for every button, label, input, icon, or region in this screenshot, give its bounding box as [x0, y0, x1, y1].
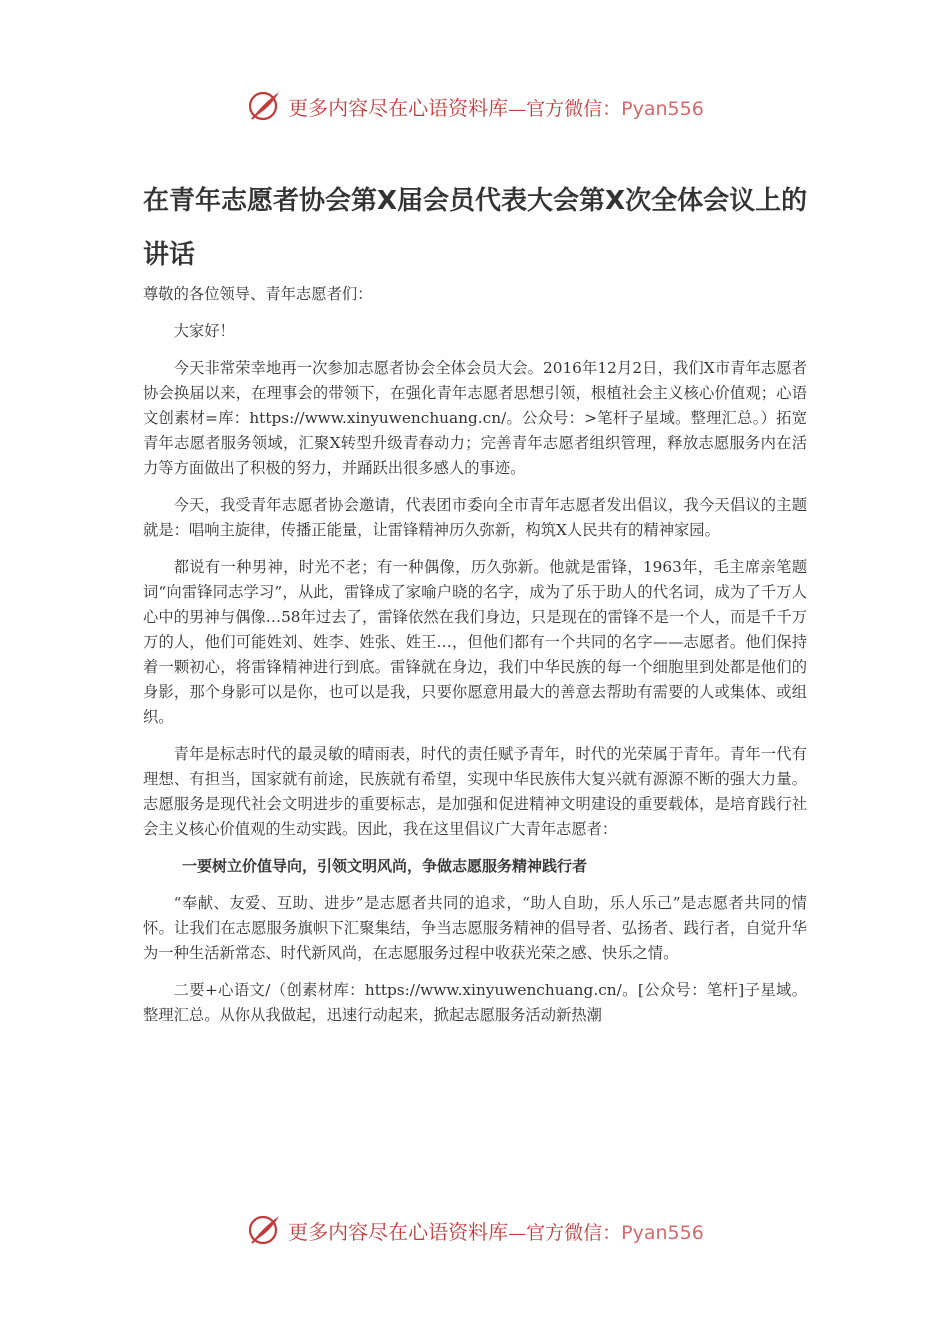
banner-text	[288, 1216, 704, 1245]
body-paragraph-2: 今天，我受青年志愿者协会邀请，代表团市委向全市青年志愿者发出倡议，我今天倡议的主题就是：唱响主旋律，传播正能量，让雷锋精神历久弥新，构筑X人民共有的精神家园。	[143, 496, 807, 539]
document-body	[143, 282, 807, 1040]
quill-logo-icon	[246, 1212, 282, 1248]
header-banner	[0, 86, 950, 126]
body-paragraph-5: “奉献、友爱、互助、进步”是志愿者共同的追求，“助人自助，乐人乐己”是志愿者共同的情怀。让我们在志愿服务旗帜下汇聚集结，争当志愿服务精神的倡导者、弘扬者、践行者，自觉升华为一种生活新常态、时代新风尚，在志愿服务过程中收获光荣之感、快乐之情。	[143, 894, 807, 962]
banner-wechat-id: Pyan556	[621, 97, 704, 120]
banner-label: 官方微信：	[526, 1221, 622, 1244]
quill-logo-icon	[246, 88, 282, 124]
body-paragraph-6: 二要+心语文/（创素材库：https://www.xinyuwenchuang.cn/。[公众号：笔杆]子星域。整理汇总。从你从我做起，迅速行动起来，掀起志愿服务活动新热潮	[143, 981, 807, 1024]
greeting: 大家好！	[173, 322, 235, 340]
section-heading-1: 一要树立价值导向，引领文明风尚，争做志愿服务精神践行者	[182, 857, 588, 875]
body-paragraph-1: 今天非常荣幸地再一次参加志愿者协会全体会员大会。2016年12月2日，我们X市青年志愿者协会换届以来，在理事会的带领下，在强化青年志愿者思想引领，根植社会主义核心价值观；心语文创素材=库：https://www.xinyuwenchuang.cn/。公众号：>笔杆子星域。整理汇总。）拓宽青年志愿者服务领域，汇聚X转型升级青春动力；完善青年志愿者组织管理，释放志愿服务内在活力等方面做出了积极的努力，并踊跃出很多感人的事迹。	[143, 359, 807, 477]
banner-text	[288, 92, 704, 121]
footer-banner	[0, 1210, 950, 1250]
document-title: 在青年志愿者协会第X届会员代表大会第X次全体会议上的讲话	[143, 186, 808, 270]
salutation: 尊敬的各位领导、青年志愿者们：	[143, 285, 373, 303]
banner-slogan: 更多内容尽在心语资料库	[288, 95, 509, 120]
body-paragraph-4: 青年是标志时代的最灵敏的晴雨表，时代的责任赋予青年，时代的光荣属于青年。青年一代有理想、有担当，国家就有前途，民族就有希望，实现中华民族伟大复兴就有源源不断的强大力量。志愿服务是现代社会文明进步的重要标志，是加强和促进精神文明建设的重要载体，是培育践行社会主义核心价值观的生动实践。因此，我在这里倡议广大青年志愿者：	[143, 745, 807, 838]
banner-wechat-id: Pyan556	[621, 1221, 704, 1244]
body-paragraph-3: 都说有一种男神，时光不老；有一种偶像，历久弥新。他就是雷锋，1963年，毛主席亲笔题词“向雷锋同志学习”，从此，雷锋成了家喻户晓的名字，成为了乐于助人的代名词，成为了千万人心中的男神与偶像…58年过去了，雷锋依然在我们身边，只是现在的雷锋不是一个人，而是千千万万的人，他们可能姓刘、姓李、姓张、姓王…，但他们都有一个共同的名字——志愿者。他们保持着一颗初心，将雷锋精神进行到底。雷锋就在身边，我们中华民族的每一个细胞里到处都是他们的身影，那个身影可以是你，也可以是我，只要你愿意用最大的善意去帮助有需要的人或集体、或组织。	[143, 558, 807, 726]
banner-separator: —	[508, 98, 527, 120]
banner-slogan: 更多内容尽在心语资料库	[288, 1219, 509, 1244]
banner-label: 官方微信：	[526, 97, 622, 120]
banner-separator: —	[508, 1222, 527, 1244]
